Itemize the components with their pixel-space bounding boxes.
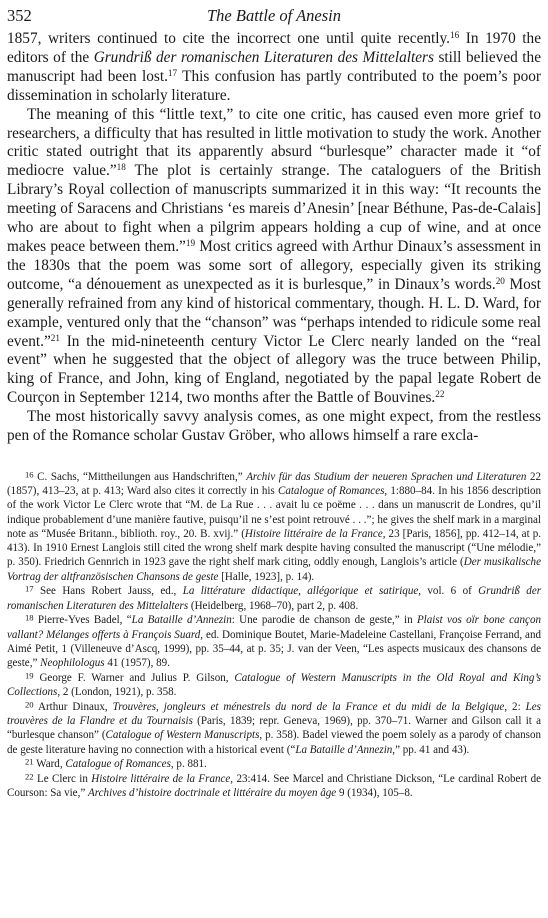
footnote-17 [7,584,541,613]
text-run: The plot is certainly strange. The cataloguers of the British Library’s Royal collection of manuscripts summarized it in this way: “It recounts the meeting of Saracens and Christians ‘es mareis d’Anesin’ [near Béthune, Pas-de-Calais] who are about to fight when a pilgrim appears holding a cup of wine, and at once makes peace between them.” [7,162,541,255]
text-run: This confusion has partly contributed to the poem’s poor dissemination in scholarly literature. [7,67,541,104]
text-run: Ward, [33,758,66,771]
text-run: still believed the manuscript had been lost. [7,48,541,85]
italic-text: Histoire littéraire de la France, [91,773,234,786]
italic-text: Catalogue of Romances, [65,758,174,771]
text-run: : Une parodie de chanson de geste,” in [231,614,417,627]
italic-text: La Bataille d’Annezin, [295,743,396,756]
body-text [7,30,541,446]
text-run: ed. Dominique Boutet, Marie-Madeleine Castellani, Françoise Ferrand, and Aimé Petit, 1 (Villeneuve d’Ascq, 1999), pp. 35–44, at p. 35; J. van der Veen, “Les aspects musicaux des chansons de geste,” [7,628,541,670]
text-run: Most critics agreed with Arthur Dinaux’s assessment in the 1830s that the poem was some sort of allegory, especially given its striking outcome, “a dénouement as unexpected as it is burlesque,” in Dinaux’s words. [7,237,541,293]
text-run: 9 (1934), 105–8. [336,787,413,800]
text-run: 2 (London, 1921), p. 358. [60,686,177,699]
text-run: 1857, writers continued to cite the incorrect one until quite recently. [7,30,451,47]
text-run: ” pp. 41 and 43). [395,743,470,756]
text-run: 23 [Paris, 1856], pp. 412–14, at p. 413). In 1910 Ernest Langlois still cited the wrong shelf mark despite having consulted the manuscript (“Une mélodie,” p. 350). Friedrich Gennrich in 1923 gave the right shelf mark citing, oddly enough, Langlois’s article ( [7,527,541,569]
italic-text: Catalogue of Western Manuscripts, [105,729,263,742]
italic-text: Grundriß der romanischen Literaturen des Mittelalters [7,585,542,612]
page-header [7,4,541,30]
running-title: The Battle of Anesin [207,6,341,25]
footnote-16 [7,470,541,584]
footnote-ref[interactable]: 19 [185,237,196,248]
italic-text: Histoire littéraire de la France, [244,527,386,540]
text-run: Most generally refrained from any kind of historical commentary, though. H. L. D. Ward, for example, ventured only that the “chanson” was “perhaps intended to ridicule some real event.” [7,275,542,350]
text-run: George F. Warner and Julius P. Gilson, [33,671,235,684]
text-run: 41 (1957), 89. [104,657,170,670]
italic-text: Grundriß der romanischen Literaturen des Mittelalters [93,48,434,66]
italic-text: Archives d’histoire doctrinale et littéraire du moyen âge [88,787,337,800]
footnotes [7,470,541,801]
italic-text: Archiv für das Studium der neueren Sprachen und Literaturen [246,470,527,483]
text-run: 22 (1857), 413–23, at p. 413; Ward also cites it correctly in his [7,470,541,498]
footnote-20 [7,700,541,757]
italic-text: Neophilologus [40,657,105,670]
text-run: Le Clerc in [33,773,92,786]
text-run: Pierre-Yves Badel, “ [33,614,132,627]
italic-text: Catalogue of Romances, [277,485,388,498]
italic-text: Der musikalische Vortrag der altfranzösischen Chansons de geste [7,556,541,583]
footnote-ref[interactable]: 17 [167,67,178,78]
footnote-19 [7,671,541,700]
text-run: 2: [507,700,526,713]
text-run: (Heidelberg, 1968–70), part 2, p. 408. [188,599,359,612]
text-run: p. 881. [173,758,207,771]
italic-text: Trouvères, jongleurs et ménestrels du nord de la France et du midi de la Belgique, [112,700,508,713]
footnote-ref[interactable]: 20 [495,275,505,286]
text-run: Arthur Dinaux, [33,700,113,713]
footnote-ref[interactable]: 22 [435,389,445,400]
body-paragraph [7,106,541,409]
footnote-number: 20 [25,699,34,710]
footnote-21 [7,757,541,771]
italic-text: Plaist vos oïr bone cançon vallant? Mélanges offerts à François Suard, [7,614,541,641]
italic-text: La Bataille d’Annezin [131,614,232,627]
footnote-number: 18 [25,612,34,623]
footnote-number: 21 [25,756,34,767]
text-run: 1:880–84. In his 1856 description of the work Victor Le Clerc wrote that “M. de La Rue . . . avait lu ce poëme . . . dans un manuscrit de Londres, qu’il indique probablement d’une manière fautive, puisqu’il ne s’est point retrouvé . . .”; he gives the shelf mark in a marginal note as “Musée Britann., biblioth. roy., 20. B. xvij.” ( [7,485,542,540]
text-run: In 1970 the editors of the [7,30,541,66]
footnote-22 [7,772,541,801]
italic-text: La littérature didactique, allégorique et satirique, [182,585,422,598]
text-run: C. Sachs, “Mittheilungen aus Handschriften,” [33,470,247,483]
italic-text: Les trouvères de la Flandre et du Tournaisis [7,700,541,728]
footnote-number: 17 [25,583,34,594]
text-run: See Hans Robert Jauss, ed., [33,585,183,598]
footnote-ref[interactable]: 18 [116,162,126,173]
text-run: p. 358). Badel viewed the poem solely as a parody of chanson de geste literature having no connection with a historical event (“ [7,729,541,756]
text-run: The most historically savvy analysis comes, as one might expect, from the restless pen of the Romance scholar Gustav Gröber, who allows himself a rare excla- [7,408,541,445]
italic-text: Catalogue of Western Manuscripts in the Old Royal and King’s Collections, [7,671,541,699]
text-run: [Halle, 1923], p. 14). [218,570,315,583]
body-paragraph [7,30,541,106]
footnote-number: 22 [25,771,34,782]
text-run: 23:414. See Marcel and Christiane Dickson, “Le cardinal Robert de Courson: Sa vie,” [7,773,541,800]
footnote-ref[interactable]: 16 [450,29,460,40]
page-number: 352 [7,6,32,25]
footnote-ref[interactable]: 21 [50,332,60,343]
text-run: vol. 6 of [421,585,479,598]
footnote-18 [7,613,541,670]
body-paragraph [7,408,541,446]
text-run: The meaning of this “little text,” to cite one critic, has caused even more grief to researchers, a difficulty that has resulted in little motivation to study the work. Another critic stated outright that its apparently absurd “burlesque” character made it “of mediocre value.” [7,105,541,180]
footnote-number: 19 [25,670,34,681]
footnote-number: 16 [25,469,34,480]
text-run: In the mid-nineteenth century Victor Le Clerc nearly landed on the “real event” when he suggested that the object of allegory was the truce between Philip, king of France, and John, king of England, negotiated by the papal legate Robert de Courçon in September 1214, two months after the Battle of Bouvines. [7,332,541,407]
text-run: (Paris, 1839; repr. Geneva, 1969), pp. 370–71. Warner and Gilson call it a “burlesque chanson” ( [7,715,541,742]
